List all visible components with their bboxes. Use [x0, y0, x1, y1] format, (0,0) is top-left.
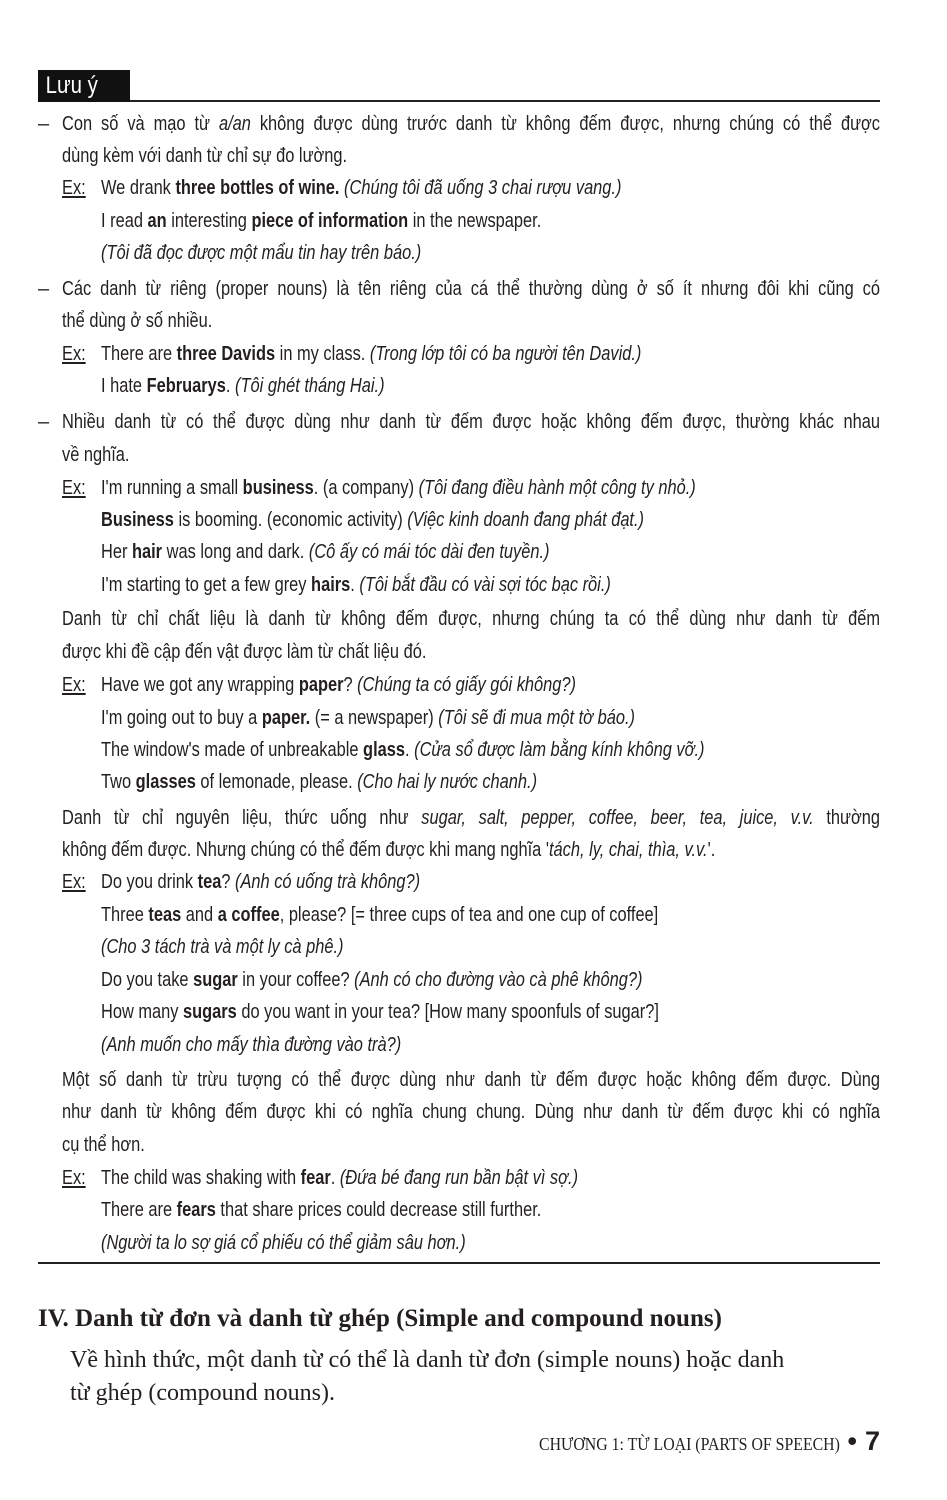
translation-text: tách, ly, chai, thìa, v.v.: [548, 838, 708, 861]
example-line: [101, 869, 420, 895]
text-run: cụ thể hơn.: [62, 1133, 145, 1156]
text-run: I'm starting to get a few grey: [101, 573, 312, 596]
bold-text: three bottles of wine.: [175, 176, 340, 199]
text-run: Các danh từ riêng (proper nouns) là tên riêng của cá thể thường dùng ở số ít nhưng đôi khi cũng có: [62, 277, 880, 300]
note-text-line: [62, 639, 426, 665]
text-run: ?: [343, 673, 358, 696]
text-run: về nghĩa.: [62, 443, 130, 466]
translation-text: (Tôi bắt đầu có vài sợi tóc bạc rồi.): [359, 573, 611, 596]
text-run: Con số và mạo từ: [62, 112, 219, 135]
bold-text: teas: [148, 903, 182, 926]
example-label: Ex:: [62, 476, 86, 499]
note-text-line: [62, 308, 212, 334]
text-run: I'm running a small: [101, 476, 243, 499]
text-run: (= a newspaper): [310, 706, 439, 729]
example-line: [101, 705, 635, 731]
example-line: [101, 737, 705, 763]
translation-text: (Chúng tôi đã uống 3 chai rượu vang.): [344, 176, 622, 199]
example-line: [101, 902, 658, 928]
note-text-line: [62, 442, 129, 468]
example-label: Ex:: [62, 342, 86, 365]
text-run: Do you take: [101, 968, 194, 991]
example-line: [101, 934, 343, 960]
text-run: There are: [101, 1198, 177, 1221]
bold-text: tea: [197, 870, 222, 893]
text-run: Nhiều danh từ có thể được dùng như danh từ đếm được hoặc không đếm được, thường khác nhau: [62, 410, 880, 433]
example-line: [101, 1032, 401, 1058]
note-text-line: [62, 837, 715, 863]
note-label: [38, 70, 130, 102]
example-line: [101, 1197, 541, 1223]
example-label: Ex:: [62, 673, 86, 696]
text-run: Danh từ chỉ chất liệu là danh từ không đếm được, nhưng chúng ta có thể dùng như danh từ đếm: [62, 607, 880, 630]
translation-text: (Việc kinh doanh đang phát đạt.): [407, 508, 645, 531]
note-text-line: [62, 111, 880, 137]
text-run: Two: [101, 770, 136, 793]
note-bottom-divider: [38, 1262, 880, 1264]
bold-text: business: [242, 476, 314, 499]
bullet-dash: –: [38, 113, 50, 135]
text-run: .: [330, 1166, 340, 1189]
text-run: and: [181, 903, 218, 926]
text-run: thường: [813, 806, 880, 829]
translation-text: (Anh có cho đường vào cà phê không?): [354, 968, 643, 991]
section-paragraph-line: từ ghép (compound nouns).: [70, 1380, 335, 1406]
note-text-line: [62, 143, 347, 169]
text-run: in your coffee?: [237, 968, 355, 991]
bold-text: paper: [298, 673, 344, 696]
text-run: We drank: [101, 176, 176, 199]
example-line: [101, 373, 385, 399]
example-line: [101, 240, 421, 266]
text-run: Her: [101, 540, 132, 563]
text-run: '.: [707, 838, 716, 861]
text-run: There are: [101, 342, 177, 365]
page-number: 7: [864, 1426, 880, 1456]
example-line: [101, 539, 550, 565]
example-line: [101, 208, 541, 234]
text-run: How many: [101, 1000, 184, 1023]
text-run: in the newspaper.: [408, 209, 542, 232]
text-run: I read: [101, 209, 148, 232]
translation-text: (Anh muốn cho mấy thìa đường vào trà?): [101, 1033, 402, 1056]
translation-text: (Tôi đã đọc được một mẩu tin hay trên báo.): [101, 241, 422, 264]
note-text-line: [62, 276, 880, 302]
note-divider: [130, 100, 880, 102]
text-run: .: [225, 374, 236, 397]
example-label: Ex:: [62, 870, 86, 893]
text-run: is booming. (economic activity): [173, 508, 408, 531]
chapter-title: CHƯƠNG 1: TỪ LOẠI (PARTS OF SPEECH): [538, 1434, 840, 1454]
example-line: [101, 769, 537, 795]
text-run: Danh từ chỉ nguyên liệu, thức uống như: [62, 806, 422, 829]
text-run: in my class.: [275, 342, 370, 365]
bullet-dash: –: [38, 278, 50, 300]
bold-text: fears: [176, 1198, 216, 1221]
text-run: of lemonade, please.: [195, 770, 358, 793]
text-run: do you want in your tea? [How many spoonfuls of sugar?]: [236, 1000, 659, 1023]
translation-text: (Cô ấy có mái tóc dài đen tuyền.): [308, 540, 550, 563]
bold-text: piece of information: [251, 209, 409, 232]
text-run: I'm going out to buy a: [101, 706, 262, 729]
translation-text: (Anh có uống trà không?): [235, 870, 421, 893]
example-line: [101, 1230, 466, 1256]
note-text-line: [62, 409, 880, 435]
bold-text: an: [147, 209, 167, 232]
translation-text: a/an: [218, 112, 251, 135]
bold-text: hair: [131, 540, 163, 563]
translation-text: (Tôi ghét tháng Hai.): [235, 374, 385, 397]
bold-text: Februarys: [146, 374, 226, 397]
example-line: [101, 1165, 578, 1191]
example-line: [101, 475, 696, 501]
example-line: [101, 967, 643, 993]
text-run: Three: [101, 903, 149, 926]
text-run: interesting: [166, 209, 252, 232]
text-run: that share prices could decrease still further.: [215, 1198, 542, 1221]
note-text-line: [62, 1099, 880, 1125]
example-label: Ex:: [62, 1166, 86, 1189]
bullet-dash: –: [38, 411, 50, 433]
bold-text: glasses: [135, 770, 196, 793]
bold-text: sugars: [183, 1000, 237, 1023]
text-run: .: [404, 738, 415, 761]
bold-text: fear: [300, 1166, 331, 1189]
text-run: , please? [= three cups of tea and one cup of coffee]: [279, 903, 659, 926]
translation-text: (Cho 3 tách trà và một ly cà phê.): [101, 935, 344, 958]
example-line: [101, 175, 621, 201]
text-run: thể dùng ở số nhiều.: [62, 309, 213, 332]
note-text-line: [62, 805, 880, 831]
text-run: như danh từ không đếm được khi có nghĩa chung chung. Dùng như danh từ đếm được khi có nghĩa: [62, 1100, 880, 1123]
text-run: dùng kèm với danh từ chỉ sự đo lường.: [62, 144, 348, 167]
text-run: . (a company): [313, 476, 419, 499]
translation-text: (Tôi sẽ đi mua một tờ báo.): [438, 706, 636, 729]
text-run: I hate: [101, 374, 147, 397]
section-heading: IV. Danh từ đơn và danh từ ghép (Simple and compound nouns): [38, 1305, 722, 1332]
bold-text: a coffee: [217, 903, 280, 926]
example-line: [101, 341, 641, 367]
text-run: Một số danh từ trừu tượng có thể được dùng như danh từ đếm được hoặc không đếm được. Dùng: [62, 1068, 880, 1091]
note-label-text: Lưu ý: [45, 72, 98, 99]
translation-text: (Trong lớp tôi có ba người tên David.): [369, 342, 642, 365]
text-run: .: [350, 573, 360, 596]
bold-text: Business: [101, 508, 174, 531]
text-run: The child was shaking with: [101, 1166, 301, 1189]
example-line: [101, 507, 644, 533]
example-label: Ex:: [62, 176, 86, 199]
example-line: [101, 999, 659, 1025]
bold-text: glass: [363, 738, 405, 761]
text-run: không được dùng trước danh từ không đếm được, nhưng chúng có thể được: [250, 112, 881, 135]
bold-text: sugar: [193, 968, 238, 991]
text-run: Have we got any wrapping: [101, 673, 299, 696]
bold-text: hairs: [311, 573, 351, 596]
note-text-line: [62, 1067, 880, 1093]
text-run: được khi đề cập đến vật được làm từ chất liệu đó.: [62, 640, 427, 663]
section-paragraph-line: Về hình thức, một danh từ có thể là danh từ đơn (simple nouns) hoặc danh: [70, 1347, 785, 1373]
footer-bullet: •: [847, 1426, 857, 1456]
text-run: Do you drink: [101, 870, 198, 893]
page-footer: [498, 1426, 880, 1457]
note-text-line: [62, 606, 880, 632]
translation-text: (Cửa sổ được làm bằng kính không vỡ.): [414, 738, 705, 761]
text-run: không đếm được. Nhưng chúng có thể đếm được khi mang nghĩa ': [62, 838, 549, 861]
translation-text: (Cho hai ly nước chanh.): [357, 770, 538, 793]
note-text-line: [62, 1132, 145, 1158]
translation-text: (Chúng ta có giấy gói không?): [357, 673, 576, 696]
example-line: [101, 572, 611, 598]
bold-text: three Davids: [176, 342, 276, 365]
translation-text: (Đứa bé đang run bần bật vì sợ.): [339, 1166, 579, 1189]
translation-text: sugar, salt, pepper, coffee, beer, tea, juice, v.v.: [421, 806, 814, 829]
bold-text: paper.: [261, 706, 311, 729]
example-line: [101, 672, 576, 698]
translation-text: (Người ta lo sợ giá cổ phiếu có thể giảm sâu hơn.): [101, 1231, 466, 1254]
text-run: The window's made of unbreakable: [101, 738, 364, 761]
text-run: ?: [221, 870, 236, 893]
translation-text: (Tôi đang điều hành một công ty nhỏ.): [418, 476, 696, 499]
text-run: was long and dark.: [162, 540, 309, 563]
